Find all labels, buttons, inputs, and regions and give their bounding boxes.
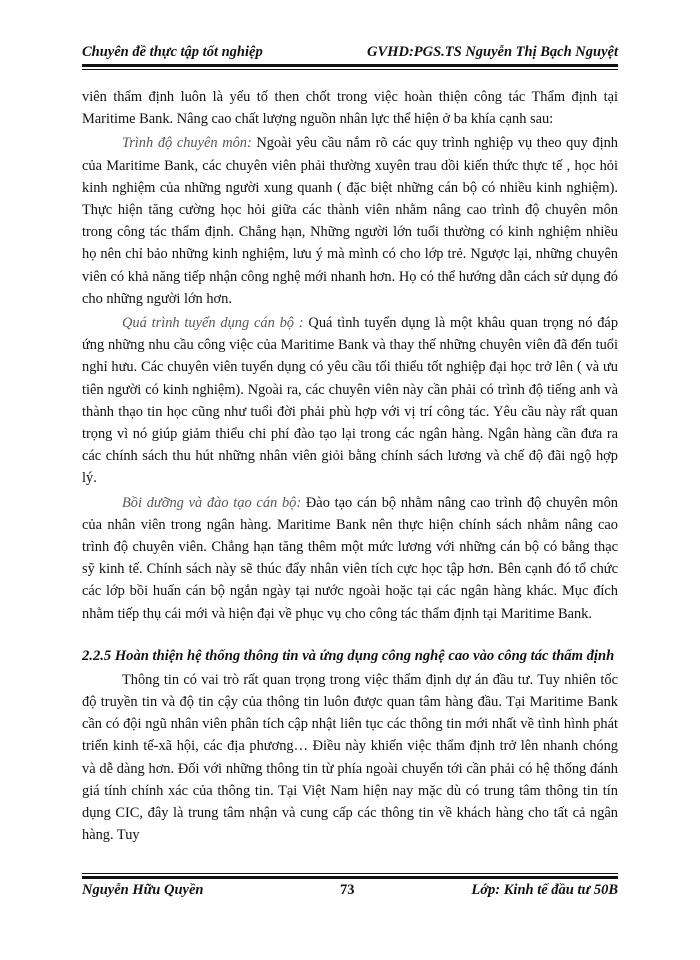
intro-paragraph: viên thẩm định luôn là yếu tố then chốt trong việc hoàn thiện công tác Thẩm định tại Maritime Bank. Nâng cao chất lượng nguồn nhân lực thể hiện ở ba khía cạnh sau: bbox=[82, 89, 618, 128]
header-rule-thick bbox=[82, 64, 618, 67]
header-supervisor: GVHD:PGS.TS Nguyễn Thị Bạch Nguyệt bbox=[367, 44, 618, 60]
page-footer bbox=[82, 880, 618, 904]
section-heading: 2.2.5 Hoàn thiện hệ thống thông tin và ứng dụng công nghệ cao vào công tác thẩm định bbox=[82, 647, 615, 664]
paragraph-training bbox=[82, 492, 618, 625]
paragraph-recruitment-text: Quá tình tuyển dụng là một khâu quan trọng nó đáp ứng những nhu cầu công việc của Maritime Bank và thay thế những chuyên viên đã đến tuổi nghỉ hưu. Các chuyên viên tuyển dụng có yêu cầu tối thiểu tốt nghiệp đại học trở lên ( và ưu tiên người có kinh nghiệm). Ngoài ra, các chuyên viên này cần phải có trình độ tiếng anh và thành thạo tin học cũng như tuổi đời phải phù hợp với vị trí công tác. Yêu cầu này rất quan trọng vì nó giúp giảm thiểu chi phí đào tạo lại trong các ngân hàng. Ngân hàng cần đưa ra các chính sách thu hút những nhân viên giỏi bằng chính sách lương và chế độ đãi ngộ hợp lý. bbox=[82, 315, 619, 487]
footer-page-number: 73 bbox=[340, 882, 355, 898]
footer-rule-thick bbox=[82, 876, 618, 879]
paragraph-training-text: Đào tạo cán bộ nhằm nâng cao trình độ chuyên môn của nhân viên trong ngân hàng. Maritime Bank nên thực hiện chính sách nhằm nâng cao trình độ chuyên viên. Chẳng hạn tăng thêm một mức lương với những cán bộ có bằng thạc sỹ kinh tế. Chính sách này sẽ thúc đẩy nhân viên tích cực học tập hơn. Bên cạnh đó tổ chức các lớp bồi huấn cán bộ ngắn ngày tại nước ngoài hoặc tại các ngân hàng khác. Mục đích nhằm tiếp thụ cái mới và hiện đại về phục vụ cho công tác thẩm định tại Maritime Bank. bbox=[82, 494, 618, 622]
paragraph-expertise-text: Ngoài yêu cầu nắm rõ các quy trình nghiệp vụ theo quy định của Maritime Bank, các chuyên viên phải thường xuyên trau dồi kiến thức thực tế , học hỏi kinh nghiệm của những người xung quanh ( đặc biệt những cán bộ có nhiều kinh nghiệm). Thực hiện tăng cường học hỏi giữa các thành viên nhằm nâng cao trình độ chuyên môn trong công tác thẩm định. Chẳng hạn, Những người lớn tuổi thường có kinh nghiệm nhiều họ nên chỉ bảo những kinh nghiệm, lưu ý mà mình có cho lớp trẻ. Ngược lại, những chuyên viên có khả năng tiếp nhận công nghệ mới nhanh hơn. Họ có thể hướng dẫn cách sử dụng đó cho những người lớn hơn. bbox=[82, 135, 618, 307]
page-body bbox=[82, 86, 618, 847]
paragraph-recruitment-lead: Quá trình tuyển dụng cán bộ : bbox=[122, 315, 304, 332]
paragraph-expertise-lead: Trình độ chuyên môn: bbox=[122, 135, 252, 152]
paragraph-training-lead: Bồi dưỡng và đào tạo cán bộ: bbox=[122, 494, 302, 511]
header-report-title: Chuyên đề thực tập tốt nghiệp bbox=[82, 44, 263, 60]
footer-author: Nguyễn Hữu Quyền bbox=[82, 882, 204, 898]
header-rule-thin bbox=[82, 69, 618, 70]
paragraph-expertise bbox=[82, 132, 618, 310]
paragraph-information: Thông tin có vai trò rất quan trọng trong việc thẩm định dự án đầu tư. Tuy nhiên tốc độ truyền tin và độ tin cậy của thông tin luôn được quan tâm hàng đầu. Tại Maritime Bank cần có đội ngũ nhân viên phân tích cập nhật liên tục các thông tin mới nhất về tình hình phát triển kinh tế-xã hội, các địa phương… Điều này khiến việc thẩm định trở lên nhanh chóng và dễ dàng hơn. Đối với những thông tin từ phía ngoài chuyển tới cần phải có hệ thống đánh giá tính chính xác của thông tin. Tại Việt Nam hiện nay mặc dù có trung tâm thông tin tín dụng CIC, đây là trung tâm nhận và cung cấp các thông tin về khách hàng cho tất cả ngân hàng. Tuy bbox=[82, 671, 618, 844]
footer-rule-thin bbox=[82, 873, 618, 874]
footer-class: Lớp: Kinh tế đầu tư 50B bbox=[471, 882, 618, 898]
paragraph-recruitment bbox=[82, 312, 618, 490]
page-header bbox=[82, 38, 618, 66]
